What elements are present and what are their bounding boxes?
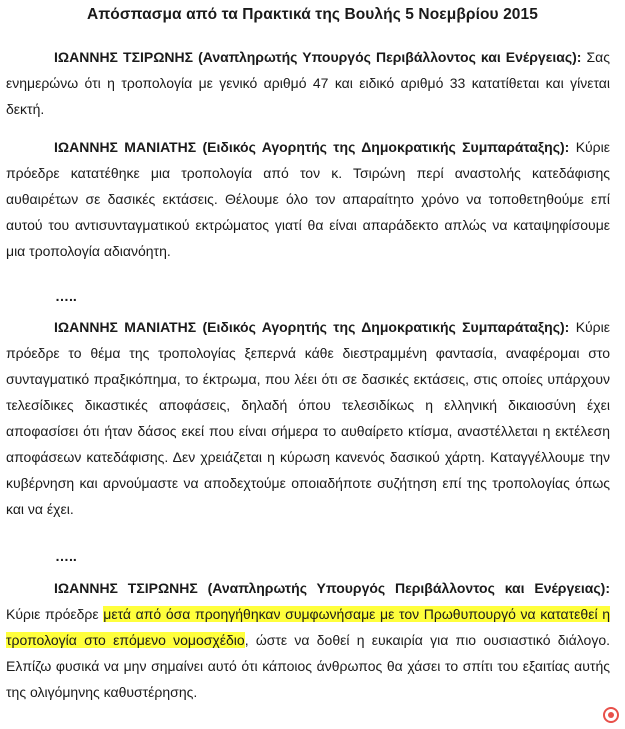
paragraph-text-before: Κύριε πρόεδρε [6, 606, 104, 622]
omission-marker: ….. [55, 288, 77, 304]
highlighted-text: μετά από όσα προηγήθηκαν συμφωνήσαμε με τον Πρωθυπουργό να κατατεθεί η τροπολογία στο επόμενο νομοσχέδιο [6, 606, 610, 648]
paragraph-3 [6, 314, 610, 522]
paragraph-1 [6, 44, 610, 122]
paragraph-text-after: , ώστε να δοθεί η ευκαιρία για πιο ουσιαστικό διάλογο. Ελπίζω φυσικά να μην σημαίνει αυτό ότι κάποιος άνθρωπος θα χάσει το σπίτι του εξαιτίας αυτής της ολιγόμηνης καθυστέρησης. [6, 632, 611, 700]
paragraph-text: Κύριε πρόεδρε κατατέθηκε μια τροπολογία από τον κ. Τσιρώνη περί αναστολής κατεδάφισης αυθαιρέτων σε δασικές εκτάσεις. Θέλουμε όλο τον απαραίτητο χρόνο να τοποθετηθούμε επί αυτού του αντισυνταγματικού εκτρώματος γιατί θα είναι απαράδεκτο απλώς να καταψηφίσουμε μια τροπολογία αδιανόητη. [6, 139, 610, 259]
paragraph-2 [6, 134, 610, 264]
paragraph-text: Κύριε πρόεδρε το θέμα της τροπολογίας ξεπερνά κάθε διεστραμμένη φαντασία, αναφέρομαι στο συνταγματικό πραξικόπημα, το έκτρωμα, που λέει ότι σε δασικές εκτάσεις, στις οποίες υπάρχουν τελεσίδικες δικαστικές αποφάσεις, δηλαδή όπου τελεσιδίκως η ελληνική δικαιοσύνη έχει αποφασίσει ότι ήταν δάσος εκεί που είναι σήμερα το αυθαίρετο κτίσμα, αναστέλλεται η εκτέλεση αποφάσεων κατεδάφισης. Δεν χρειάζεται η κύρωση κανενός δασικού χάρτη. Καταγγέλλουμε την κυβέρνηση και αρνούμαστε να αποδεχτούμε οποιαδήποτε συζήτηση επί της τροπολογίας όπως και να έχει. [6, 319, 610, 517]
speaker-name: ΙΩΑΝΝΗΣ ΤΣΙΡΩΝΗΣ (Αναπληρωτής Υπουργός Περιβάλλοντος και Ενέργειας): [54, 580, 610, 596]
page-title: Απόσπασμα από τα Πρακτικά της Βουλής 5 Νοεμβρίου 2015 [87, 6, 538, 23]
speaker-name: ΙΩΑΝΝΗΣ ΜΑΝΙΑΤΗΣ (Ειδικός Αγορητής της Δημοκρατικής Συμπαράταξης): [54, 139, 570, 155]
omission-marker: ….. [55, 548, 77, 564]
speaker-name: ΙΩΑΝΝΗΣ ΜΑΝΙΑΤΗΣ (Ειδικός Αγορητής της Δημοκρατικής Συμπαράταξης): [54, 319, 570, 335]
paragraph-4 [6, 575, 610, 705]
site-logo-icon [603, 707, 619, 723]
speaker-name: ΙΩΑΝΝΗΣ ΤΣΙΡΩΝΗΣ (Αναπληρωτής Υπουργός Περιβάλλοντος και Ενέργειας): [54, 49, 582, 65]
paragraph-text: Σας ενημερώνω ότι η τροπολογία με γενικό αριθμό 47 και ειδικό αριθμό 33 κατατίθεται και γίνεται δεκτή. [6, 49, 611, 117]
